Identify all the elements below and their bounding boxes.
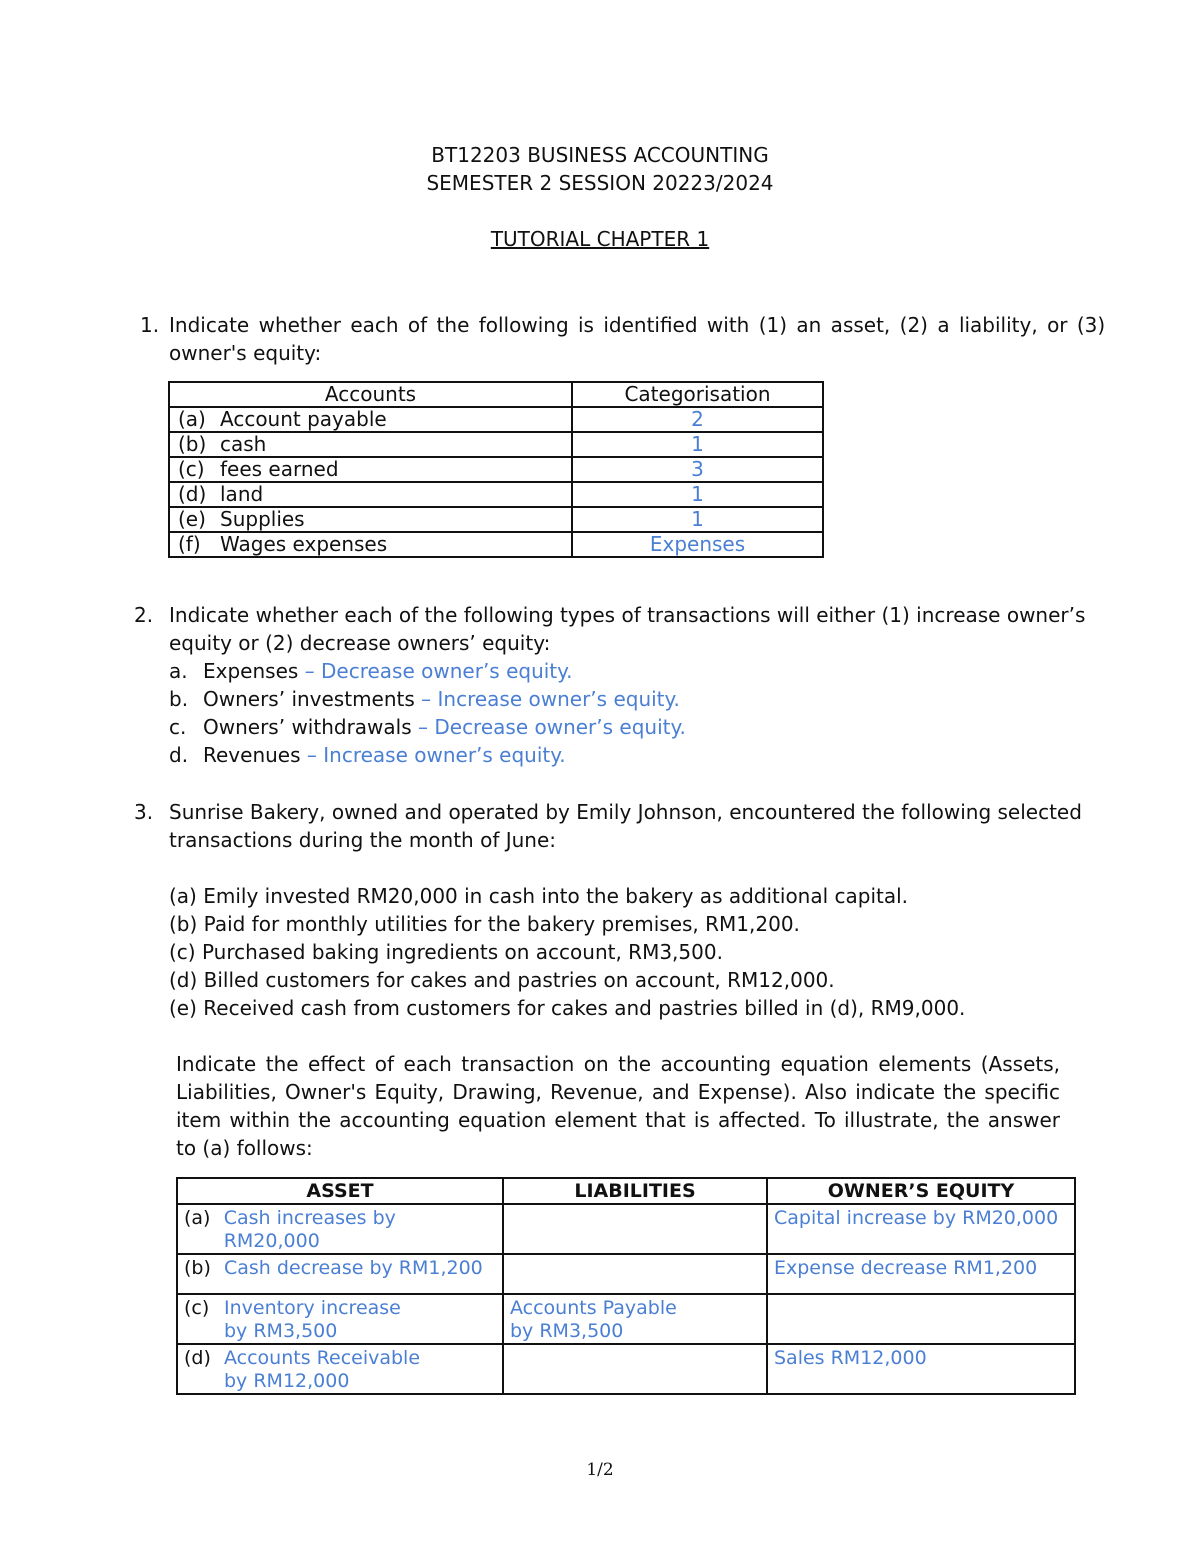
item-answer: – Decrease owner’s equity.	[304, 659, 573, 683]
row-label: (d)	[184, 1347, 211, 1369]
table-row	[169, 482, 823, 507]
table-row	[177, 1254, 1075, 1294]
row-label: (c)	[178, 457, 205, 481]
table-header-row	[169, 382, 823, 407]
course-title: BT12203 BUSINESS ACCOUNTING	[431, 143, 769, 167]
category-answer: Expenses	[572, 532, 823, 557]
q1-table	[168, 381, 824, 558]
account-name: fees earned	[220, 457, 339, 481]
q2-line2: equity or (2) decrease owners’ equity:	[169, 631, 551, 655]
header-liabilities: LIABILITIES	[503, 1178, 767, 1204]
table-row	[169, 407, 823, 432]
transaction-e: (e) Received cash from customers for cakes and pastries billed in (d), RM9,000.	[169, 996, 966, 1020]
semester-title: SEMESTER 2 SESSION 20223/2024	[426, 171, 774, 195]
q2-item-a	[169, 659, 573, 683]
item-answer: – Increase owner’s equity.	[306, 743, 566, 767]
category-answer: 1	[572, 482, 823, 507]
asset-cell: Inventory increase by RM3,500	[224, 1297, 401, 1342]
table-row	[169, 432, 823, 457]
item-letter: d.	[169, 743, 189, 767]
transaction-c: (c) Purchased baking ingredients on account, RM3,500.	[169, 940, 723, 964]
category-answer: 3	[572, 457, 823, 482]
row-label: (d)	[178, 482, 207, 506]
q1-line1: Indicate whether each of the following is identified with (1) an asset, (2) a liability, or (3)	[169, 313, 1106, 337]
item-answer: – Decrease owner’s equity.	[418, 715, 686, 739]
table-header-row	[177, 1178, 1075, 1204]
q2-item-d	[169, 743, 566, 767]
table-row	[169, 457, 823, 482]
equity-cell: Capital increase by RM20,000	[767, 1204, 1075, 1254]
item-text: Owners’ withdrawals	[203, 715, 412, 739]
row-label: (c)	[184, 1297, 210, 1319]
item-letter: c.	[169, 715, 187, 739]
header-equity: OWNER’S EQUITY	[767, 1178, 1075, 1204]
row-label: (a)	[184, 1207, 211, 1229]
q3-instruction: Indicate the effect of each transaction on the accounting equation elements (Assets, Liabilities, Owner's Equity, Drawing, Revenue, and Expense). Also indicate the specific item within the accounting equation element that is affected. To illustrate, the answer to (a) follows:	[176, 1052, 1060, 1160]
q2-item-b	[169, 687, 680, 711]
asset-cell: Cash increases by RM20,000	[223, 1207, 396, 1252]
equity-cell: Expense decrease RM1,200	[767, 1254, 1075, 1294]
item-answer: – Increase owner’s equity.	[421, 687, 680, 711]
header-accounts: Accounts	[169, 382, 572, 407]
page-number: 1/2	[586, 1460, 614, 1480]
q3-table	[176, 1177, 1076, 1395]
account-name: Wages expenses	[220, 532, 388, 556]
header-asset: ASSET	[177, 1178, 503, 1204]
item-letter: b.	[169, 687, 189, 711]
transaction-d: (d) Billed customers for cakes and pastries on account, RM12,000.	[169, 968, 835, 992]
liability-cell	[503, 1204, 767, 1254]
equity-cell	[767, 1294, 1075, 1344]
q2-line1: Indicate whether each of the following types of transactions will either (1) increase owner’s	[169, 603, 1086, 627]
liability-cell: Accounts Payable by RM3,500	[510, 1297, 677, 1342]
q2-item-c	[169, 715, 686, 739]
header-categorisation: Categorisation	[572, 382, 823, 407]
row-label: (b)	[184, 1257, 211, 1279]
transaction-a: (a) Emily invested RM20,000 in cash into the bakery as additional capital.	[169, 884, 909, 908]
table-row	[169, 532, 823, 557]
item-text: Expenses	[203, 659, 299, 683]
category-answer: 1	[572, 507, 823, 532]
row-label: (e)	[178, 507, 206, 531]
item-letter: a.	[169, 659, 188, 683]
table-row	[177, 1344, 1075, 1394]
account-name: Supplies	[220, 507, 305, 531]
q3-line1: Sunrise Bakery, owned and operated by Emily Johnson, encountered the following selected	[169, 800, 1082, 824]
row-label: (b)	[178, 432, 207, 456]
equity-cell: Sales RM12,000	[767, 1344, 1075, 1394]
liability-cell	[503, 1254, 767, 1294]
account-name: Account payable	[220, 407, 387, 431]
item-text: Owners’ investments	[203, 687, 415, 711]
q1-line2: owner's equity:	[169, 341, 322, 365]
transaction-b: (b) Paid for monthly utilities for the bakery premises, RM1,200.	[169, 912, 800, 936]
row-label: (f)	[178, 532, 201, 556]
category-answer: 1	[572, 432, 823, 457]
q3-line2: transactions during the month of June:	[169, 828, 557, 852]
tutorial-title: TUTORIAL CHAPTER 1	[490, 227, 710, 251]
q2-number: 2.	[134, 603, 154, 627]
item-text: Revenues	[203, 743, 301, 767]
table-row	[177, 1294, 1075, 1344]
account-name: land	[220, 482, 264, 506]
q1-number: 1.	[140, 313, 160, 337]
q3-number: 3.	[134, 800, 154, 824]
category-answer: 2	[572, 407, 823, 432]
table-row	[177, 1204, 1075, 1254]
table-row	[169, 507, 823, 532]
row-label: (a)	[178, 407, 206, 431]
asset-cell: Accounts Receivable by RM12,000	[224, 1347, 421, 1392]
liability-cell	[503, 1344, 767, 1394]
asset-cell: Cash decrease by RM1,200	[224, 1257, 483, 1279]
account-name: cash	[220, 432, 267, 456]
